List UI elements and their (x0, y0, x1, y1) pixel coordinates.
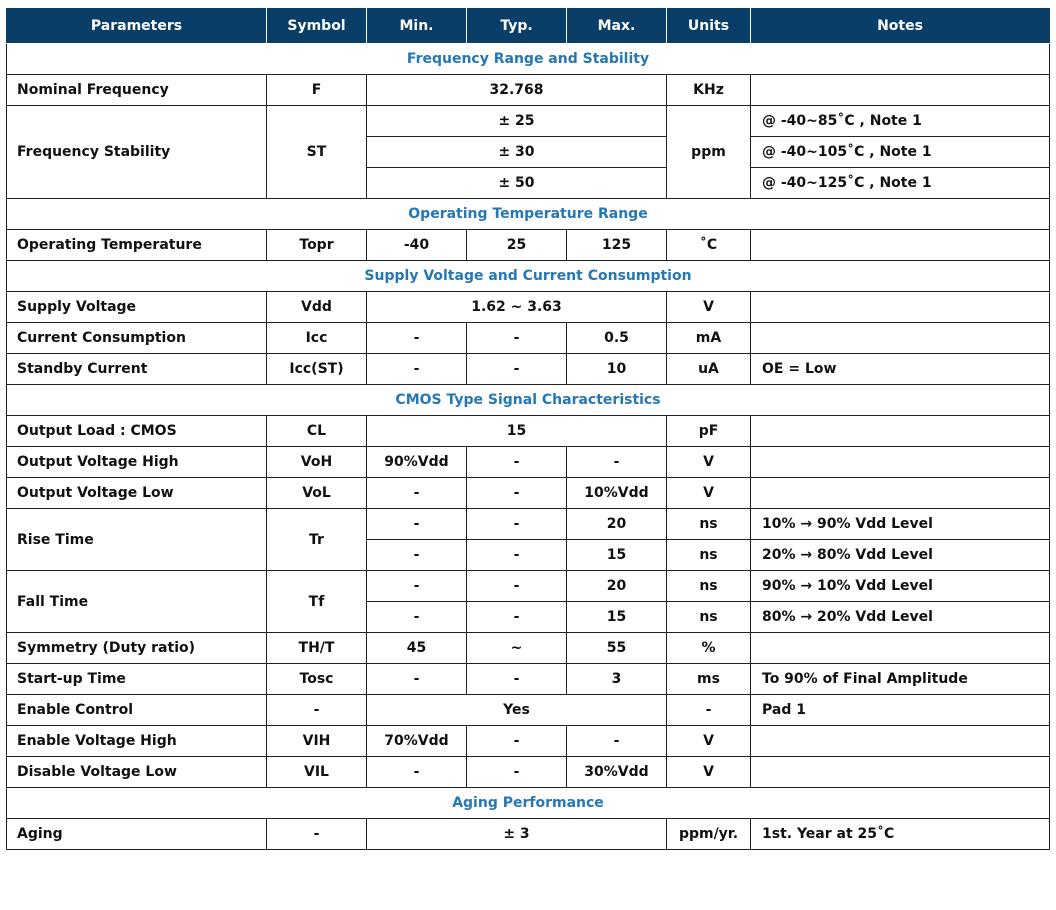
max-cell: - (567, 447, 667, 478)
symbol-cell: Topr (267, 230, 367, 261)
units-cell: - (667, 695, 751, 726)
table-row (7, 757, 1050, 788)
value-cell: Yes (367, 695, 667, 726)
notes-cell: @ -40~105˚C , Note 1 (751, 137, 1050, 168)
symbol-cell: Icc (267, 323, 367, 354)
notes-cell: 80% → 20% Vdd Level (751, 602, 1050, 633)
table-row (7, 75, 1050, 106)
value-cell: 15 (367, 416, 667, 447)
value-cell: 32.768 (367, 75, 667, 106)
symbol-cell: Tosc (267, 664, 367, 695)
units-cell: ppm (667, 106, 751, 199)
symbol-cell: VIH (267, 726, 367, 757)
table-row (7, 416, 1050, 447)
notes-cell: @ -40~85˚C , Note 1 (751, 106, 1050, 137)
max-cell: 15 (567, 540, 667, 571)
symbol-cell: VIL (267, 757, 367, 788)
section-row (7, 261, 1050, 292)
min-cell: - (367, 509, 467, 540)
table-row (7, 695, 1050, 726)
param-cell: Symmetry (Duty ratio) (7, 633, 267, 664)
notes-cell (751, 633, 1050, 664)
param-cell: Enable Voltage High (7, 726, 267, 757)
table-row (7, 230, 1050, 261)
typ-cell: - (467, 757, 567, 788)
symbol-cell: VoH (267, 447, 367, 478)
min-cell: - (367, 602, 467, 633)
header-max: Max. (567, 9, 667, 44)
notes-cell: @ -40~125˚C , Note 1 (751, 168, 1050, 199)
table-row (7, 726, 1050, 757)
notes-cell: OE = Low (751, 354, 1050, 385)
typ-cell: - (467, 354, 567, 385)
section-aging: Aging Performance (7, 788, 1050, 819)
notes-cell (751, 447, 1050, 478)
min-cell: 90%Vdd (367, 447, 467, 478)
symbol-cell: Vdd (267, 292, 367, 323)
units-cell: ns (667, 509, 751, 540)
symbol-cell: Tr (267, 509, 367, 571)
min-cell: - (367, 571, 467, 602)
section-frequency: Frequency Range and Stability (7, 44, 1050, 75)
notes-cell: Pad 1 (751, 695, 1050, 726)
value-cell: ± 3 (367, 819, 667, 850)
header-row (7, 9, 1050, 44)
header-min: Min. (367, 9, 467, 44)
table-row (7, 664, 1050, 695)
max-cell: 20 (567, 571, 667, 602)
notes-cell: 20% → 80% Vdd Level (751, 540, 1050, 571)
typ-cell: - (467, 447, 567, 478)
notes-cell (751, 323, 1050, 354)
table-row (7, 571, 1050, 602)
header-symbol: Symbol (267, 9, 367, 44)
param-cell: Output Voltage High (7, 447, 267, 478)
specifications-table (6, 8, 1050, 850)
units-cell: ppm/yr. (667, 819, 751, 850)
section-row (7, 385, 1050, 416)
typ-cell: - (467, 726, 567, 757)
param-cell: Operating Temperature (7, 230, 267, 261)
table-row (7, 292, 1050, 323)
typ-cell: ~ (467, 633, 567, 664)
notes-cell: 1st. Year at 25˚C (751, 819, 1050, 850)
max-cell: 3 (567, 664, 667, 695)
min-cell: 45 (367, 633, 467, 664)
units-cell: V (667, 292, 751, 323)
units-cell: ˚C (667, 230, 751, 261)
max-cell: - (567, 726, 667, 757)
typ-cell: - (467, 664, 567, 695)
notes-cell (751, 478, 1050, 509)
notes-cell: 10% → 90% Vdd Level (751, 509, 1050, 540)
notes-cell (751, 292, 1050, 323)
typ-cell: - (467, 540, 567, 571)
max-cell: 15 (567, 602, 667, 633)
max-cell: 20 (567, 509, 667, 540)
table-row (7, 509, 1050, 540)
table-row (7, 354, 1050, 385)
notes-cell (751, 726, 1050, 757)
max-cell: 30%Vdd (567, 757, 667, 788)
units-cell: uA (667, 354, 751, 385)
units-cell: mA (667, 323, 751, 354)
typ-cell: - (467, 509, 567, 540)
param-cell: Fall Time (7, 571, 267, 633)
units-cell: % (667, 633, 751, 664)
symbol-cell: - (267, 819, 367, 850)
param-cell: Disable Voltage Low (7, 757, 267, 788)
notes-cell (751, 75, 1050, 106)
param-cell: Standby Current (7, 354, 267, 385)
symbol-cell: F (267, 75, 367, 106)
units-cell: V (667, 757, 751, 788)
min-cell: - (367, 323, 467, 354)
units-cell: ns (667, 571, 751, 602)
param-cell: Nominal Frequency (7, 75, 267, 106)
min-cell: - (367, 478, 467, 509)
min-cell: -40 (367, 230, 467, 261)
notes-cell: To 90% of Final Amplitude (751, 664, 1050, 695)
header-typ: Typ. (467, 9, 567, 44)
symbol-cell: Icc(ST) (267, 354, 367, 385)
max-cell: 125 (567, 230, 667, 261)
header-units: Units (667, 9, 751, 44)
param-cell: Output Voltage Low (7, 478, 267, 509)
param-cell: Supply Voltage (7, 292, 267, 323)
notes-cell (751, 230, 1050, 261)
table-row (7, 323, 1050, 354)
param-cell: Aging (7, 819, 267, 850)
notes-cell: 90% → 10% Vdd Level (751, 571, 1050, 602)
min-cell: - (367, 757, 467, 788)
value-cell: ± 50 (367, 168, 667, 199)
notes-cell (751, 757, 1050, 788)
min-cell: - (367, 540, 467, 571)
param-cell: Enable Control (7, 695, 267, 726)
value-cell: ± 25 (367, 106, 667, 137)
units-cell: V (667, 447, 751, 478)
typ-cell: - (467, 478, 567, 509)
typ-cell: 25 (467, 230, 567, 261)
symbol-cell: CL (267, 416, 367, 447)
symbol-cell: - (267, 695, 367, 726)
symbol-cell: VoL (267, 478, 367, 509)
table-row (7, 106, 1050, 137)
min-cell: 70%Vdd (367, 726, 467, 757)
typ-cell: - (467, 323, 567, 354)
max-cell: 10%Vdd (567, 478, 667, 509)
units-cell: KHz (667, 75, 751, 106)
max-cell: 10 (567, 354, 667, 385)
units-cell: V (667, 478, 751, 509)
param-cell: Rise Time (7, 509, 267, 571)
table-row (7, 633, 1050, 664)
section-row (7, 788, 1050, 819)
min-cell: - (367, 664, 467, 695)
symbol-cell: ST (267, 106, 367, 199)
max-cell: 0.5 (567, 323, 667, 354)
typ-cell: - (467, 602, 567, 633)
units-cell: ns (667, 602, 751, 633)
section-row (7, 199, 1050, 230)
max-cell: 55 (567, 633, 667, 664)
param-cell: Output Load : CMOS (7, 416, 267, 447)
param-cell: Start-up Time (7, 664, 267, 695)
value-cell: ± 30 (367, 137, 667, 168)
section-cmos: CMOS Type Signal Characteristics (7, 385, 1050, 416)
units-cell: ns (667, 540, 751, 571)
param-cell: Current Consumption (7, 323, 267, 354)
header-notes: Notes (751, 9, 1050, 44)
table-row (7, 478, 1050, 509)
table-row (7, 819, 1050, 850)
typ-cell: - (467, 571, 567, 602)
units-cell: ms (667, 664, 751, 695)
notes-cell (751, 416, 1050, 447)
units-cell: pF (667, 416, 751, 447)
header-parameters: Parameters (7, 9, 267, 44)
value-cell: 1.62 ~ 3.63 (367, 292, 667, 323)
table-row (7, 447, 1050, 478)
symbol-cell: TH/T (267, 633, 367, 664)
units-cell: V (667, 726, 751, 757)
param-cell: Frequency Stability (7, 106, 267, 199)
section-row (7, 44, 1050, 75)
symbol-cell: Tf (267, 571, 367, 633)
section-supply: Supply Voltage and Current Consumption (7, 261, 1050, 292)
min-cell: - (367, 354, 467, 385)
section-temperature: Operating Temperature Range (7, 199, 1050, 230)
